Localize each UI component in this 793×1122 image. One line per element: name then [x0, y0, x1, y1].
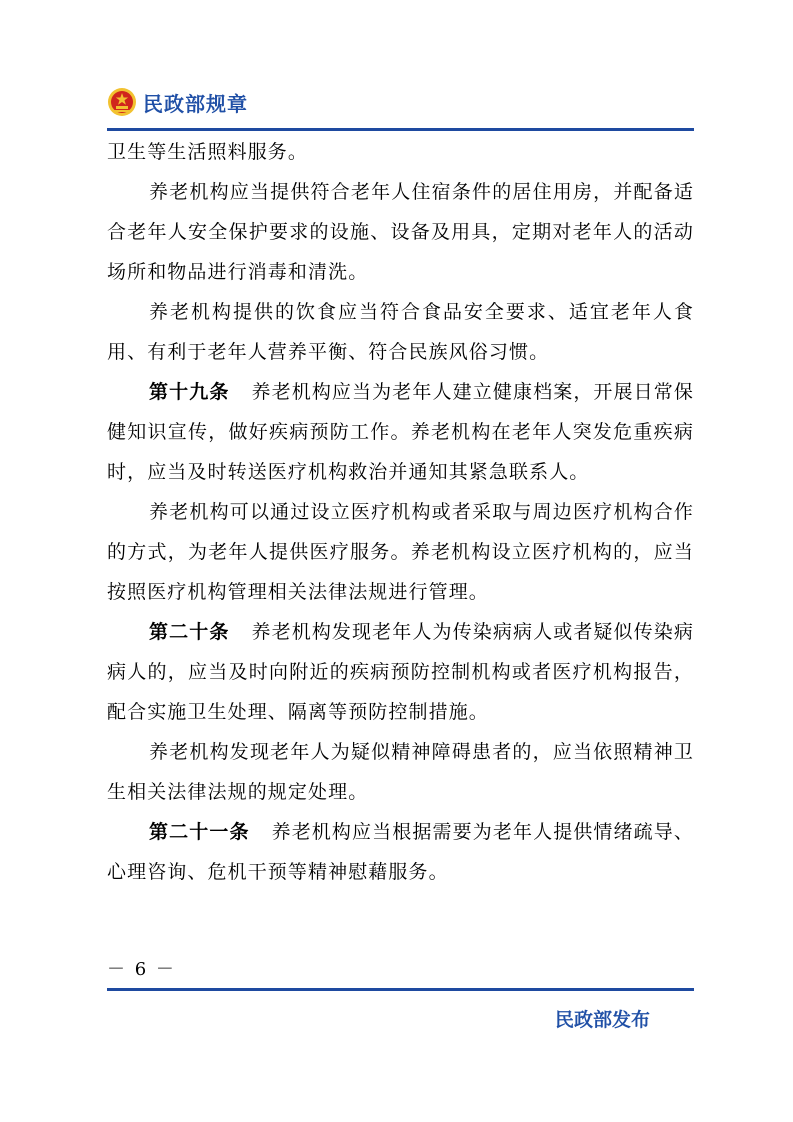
- body-paragraph: [107, 172, 694, 292]
- body-paragraph: [107, 492, 694, 612]
- paragraph-text: 养老机构发现老年人为疑似精神障碍患者的，应当依照精神卫生相关法律法规的规定处理。: [107, 741, 694, 803]
- body-paragraph: [107, 132, 694, 172]
- article-number: 第十九条: [149, 381, 230, 403]
- article-paragraph: [107, 812, 694, 892]
- body-paragraph: [107, 732, 694, 812]
- publisher-label: 民政部发布: [555, 1009, 651, 1031]
- header-divider: [107, 128, 694, 131]
- header-title: 民政部规章: [143, 91, 248, 116]
- article-number: 第二十一条: [149, 821, 250, 843]
- document-body: [107, 132, 694, 892]
- paragraph-text: 养老机构提供的饮食应当符合食品安全要求、适宜老年人食用、有利于老年人营养平衡、符合民族风俗习惯。: [107, 301, 694, 363]
- page-number: － 6 －: [107, 959, 176, 980]
- article-number: 第二十条: [149, 621, 230, 643]
- paragraph-text: 养老机构可以通过设立医疗机构或者采取与周边医疗机构合作的方式，为老年人提供医疗服务。养老机构设立医疗机构的，应当按照医疗机构管理相关法律法规进行管理。: [107, 501, 694, 603]
- paragraph-text: 养老机构应当为老年人建立健康档案，开展日常保健知识宣传，做好疾病预防工作。养老机构在老年人突发危重疾病时，应当及时转送医疗机构救治并通知其紧急联系人。: [107, 381, 694, 483]
- paragraph-text: 养老机构发现老年人为传染病病人或者疑似传染病病人的，应当及时向附近的疾病预防控制机构或者医疗机构报告，配合实施卫生处理、隔离等预防控制措施。: [107, 621, 694, 723]
- footer-divider: [107, 988, 694, 991]
- document-header: [107, 84, 248, 120]
- article-paragraph: [107, 372, 694, 492]
- article-paragraph: [107, 612, 694, 732]
- paragraph-text: 养老机构应当根据需要为老年人提供情绪疏导、心理咨询、危机干预等精神慰藉服务。: [107, 821, 694, 883]
- paragraph-text: 养老机构应当提供符合老年人住宿条件的居住用房，并配备适合老年人安全保护要求的设施、设备及用具，定期对老年人的活动场所和物品进行消毒和清洗。: [107, 181, 694, 283]
- paragraph-text: 卫生等生活照料服务。: [107, 141, 309, 163]
- national-emblem-icon: [107, 87, 137, 117]
- body-paragraph: [107, 292, 694, 372]
